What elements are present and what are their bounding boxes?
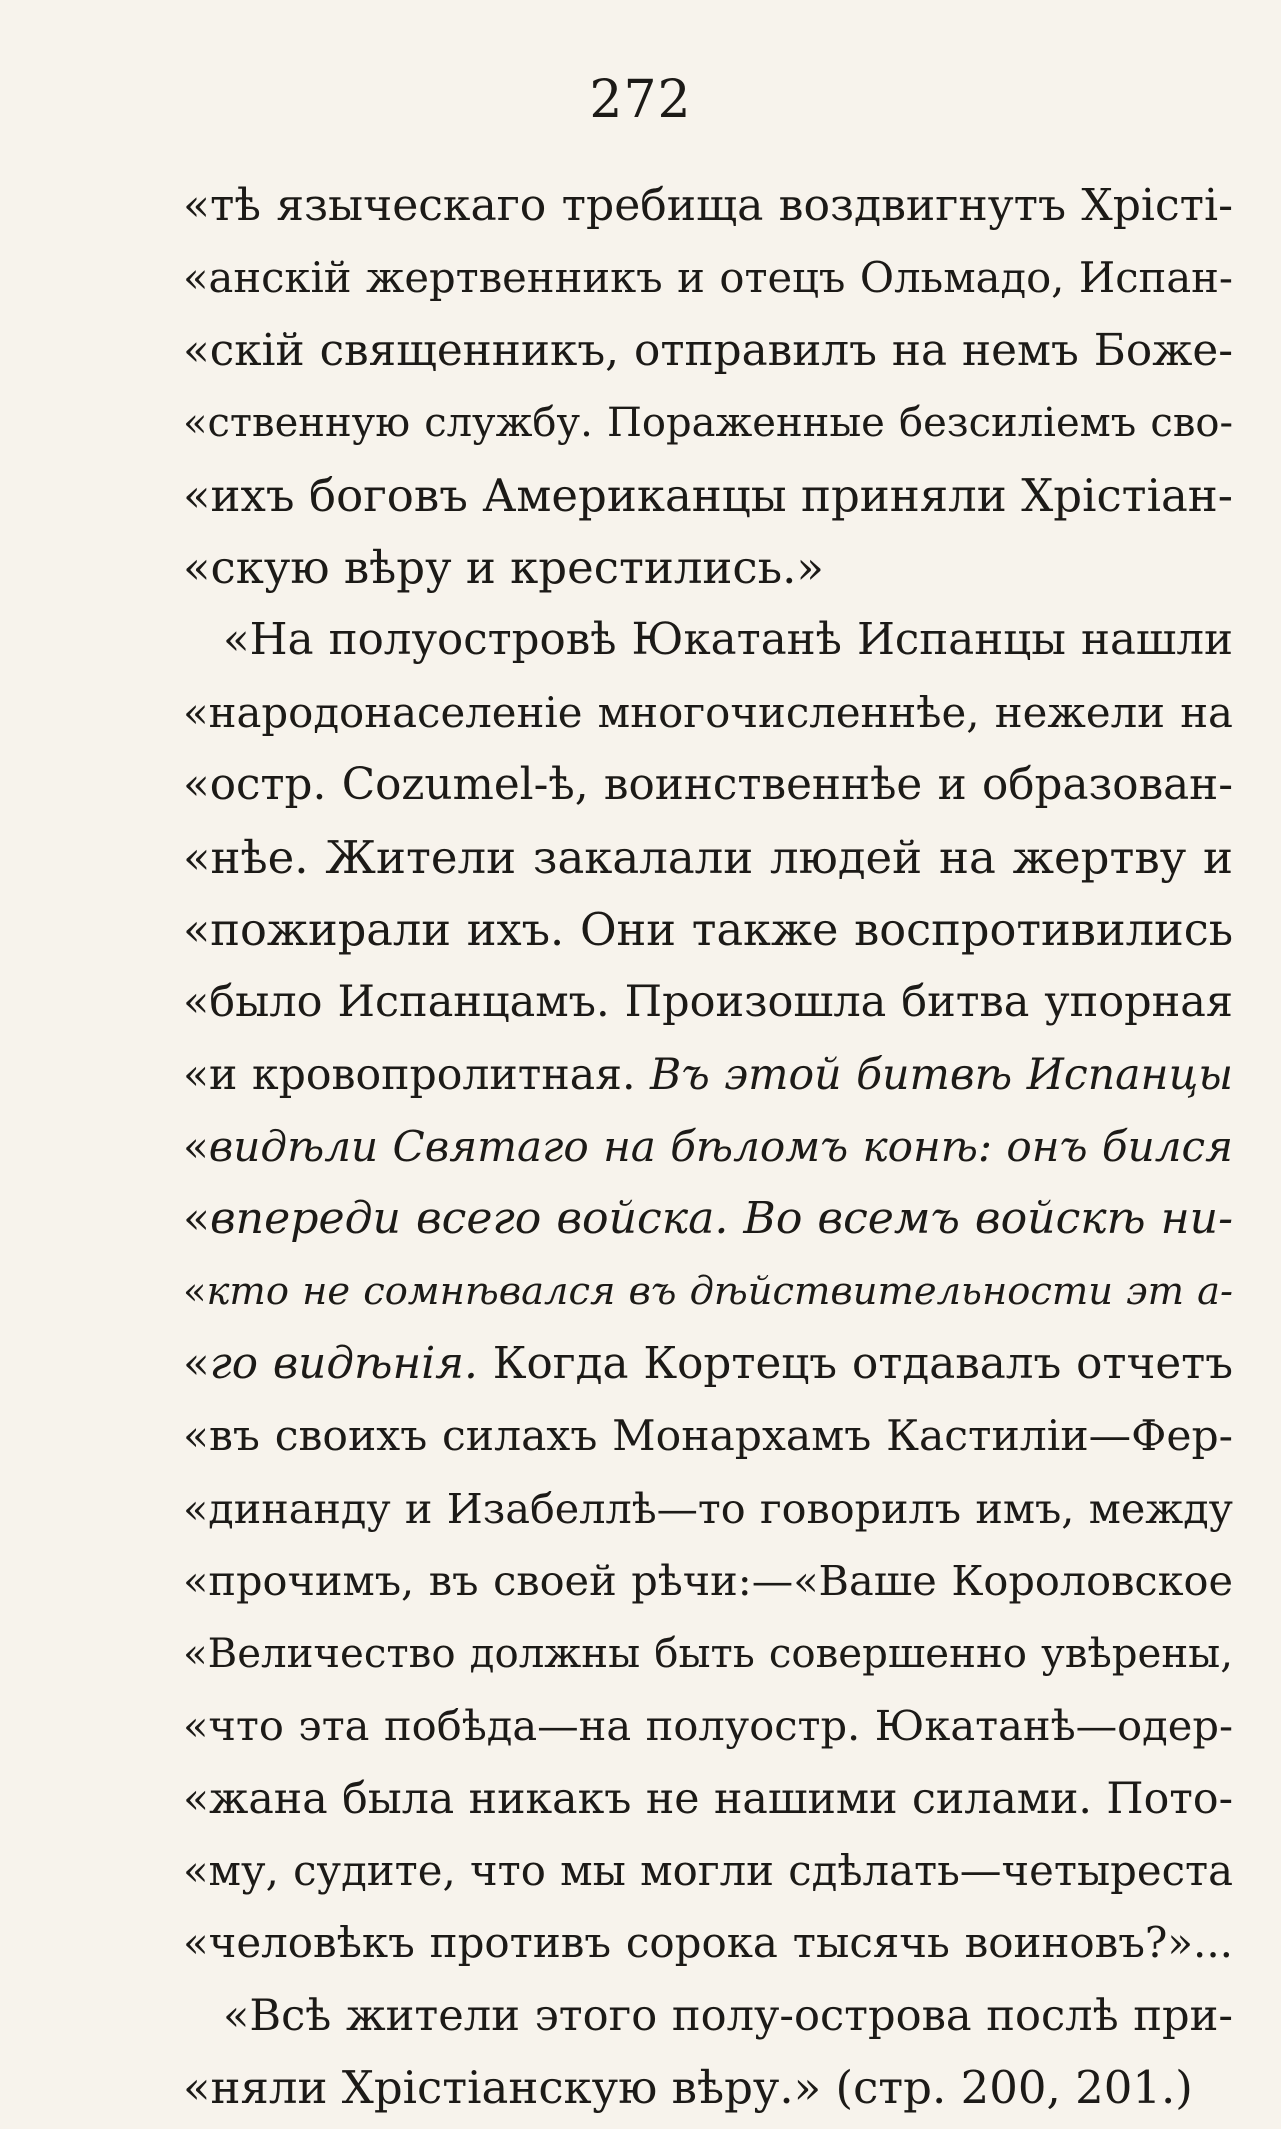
italic-text: впереди всего войска. Во всемъ войскѣ ни- [210, 1193, 1233, 1245]
text-line [183, 242, 1233, 314]
text-segment: «анскій жертвенникъ и отецъ Ольмадо, Испан- [183, 253, 1233, 303]
paragraph [183, 604, 1233, 1979]
text-line [183, 1690, 1233, 1762]
text-line [183, 966, 1233, 1038]
text-segment: «въ своихъ силахъ Монархамъ Кастиліи—Фер- [183, 1411, 1233, 1461]
text-line [183, 1763, 1233, 1835]
italic-text: го видѣнія. [209, 1339, 478, 1390]
paragraph [183, 170, 1233, 604]
text-segment: «скую вѣру и крестились.» [183, 540, 824, 594]
text-segment: «динанду и Изабеллѣ—то говорилъ имъ, между [183, 1485, 1233, 1534]
text-segment: «пожирали ихъ. Они также воспротивились [183, 903, 1233, 956]
body-text [183, 170, 1233, 2125]
text-line [183, 749, 1233, 821]
text-segment: «тѣ языческаго требища воздвигнутъ Хрісті- [183, 180, 1233, 231]
italic-text: видѣли Святаго на бѣломъ конѣ: онъ бился [208, 1122, 1233, 1172]
text-segment: «ихъ боговъ Американцы приняли Хрістіан- [183, 468, 1233, 522]
text-segment: «скій священникъ, отправилъ на немъ Боже- [183, 324, 1233, 376]
text-segment: « [183, 1193, 210, 1245]
text-segment: «Величество должны быть совершенно увѣрены, [183, 1630, 1233, 1677]
page-number: 272 [589, 70, 692, 130]
text-segment: « [183, 1339, 210, 1390]
text-line [183, 1473, 1233, 1545]
text-segment: «Всѣ жители этого полу-острова послѣ при- [223, 1990, 1233, 2041]
text-segment: « [183, 1122, 209, 1172]
text-segment: «прочимъ, въ своей рѣчи:—«Ваше Короловское [183, 1557, 1233, 1606]
text-line [183, 894, 1233, 966]
text-line [183, 1256, 1233, 1328]
text-line [183, 1980, 1233, 2052]
text-segment: «му, судите, что мы могли сдѣлать—четыреста [183, 1845, 1233, 1895]
text-line [183, 170, 1233, 242]
text-segment: Когда Кортецъ отдавалъ отчетъ [477, 1339, 1233, 1390]
text-segment: «остр. Cozumel-ѣ, воинственнѣе и образован- [183, 759, 1233, 811]
text-line [183, 460, 1233, 532]
text-line [183, 1183, 1233, 1255]
text-line [183, 1401, 1233, 1473]
paragraph [183, 1980, 1233, 2125]
text-segment: «жана была никакъ не нашими силами. Пото- [183, 1773, 1233, 1824]
text-line [183, 1328, 1233, 1400]
text-line [183, 387, 1233, 459]
text-line [183, 677, 1233, 749]
text-line [183, 1039, 1233, 1111]
text-segment: «няли Хрістіанскую вѣру.» (стр. 200, 201.) [183, 2061, 1193, 2115]
text-segment: «На полуостровѣ Юкатанѣ Испанцы нашли [223, 615, 1233, 666]
text-line [183, 1545, 1233, 1617]
text-line [183, 1835, 1233, 1907]
text-segment: «и кровопролитная. [183, 1049, 651, 1100]
text-line [183, 532, 1233, 604]
text-segment: «что эта побѣда—на полуостр. Юкатанѣ—одер- [183, 1701, 1233, 1751]
text-line [183, 1907, 1233, 1979]
text-segment: «было Испанцамъ. Произошла битва упорная [183, 977, 1233, 1028]
text-line [183, 315, 1233, 387]
text-segment: «ственную службу. Пораженные безсиліемъ сво- [183, 400, 1233, 447]
text-segment: «нѣе. Жители закалали людей на жертву и [183, 830, 1233, 884]
text-line [183, 1618, 1233, 1690]
text-segment: «человѣкъ противъ сорока тысячь воиновъ?»... [183, 1918, 1233, 1968]
text-segment: « [183, 1268, 207, 1314]
italic-text: Въ этой битвѣ Испанцы [650, 1049, 1233, 1100]
text-line [183, 822, 1233, 894]
italic-text: кто не сомнѣвался въ дѣйствительности эт а- [206, 1268, 1233, 1314]
text-line [183, 604, 1233, 676]
text-line [183, 1111, 1233, 1183]
text-line [183, 2052, 1233, 2124]
text-segment: «народонаселеніе многочисленнѣе, нежели на [183, 687, 1233, 737]
